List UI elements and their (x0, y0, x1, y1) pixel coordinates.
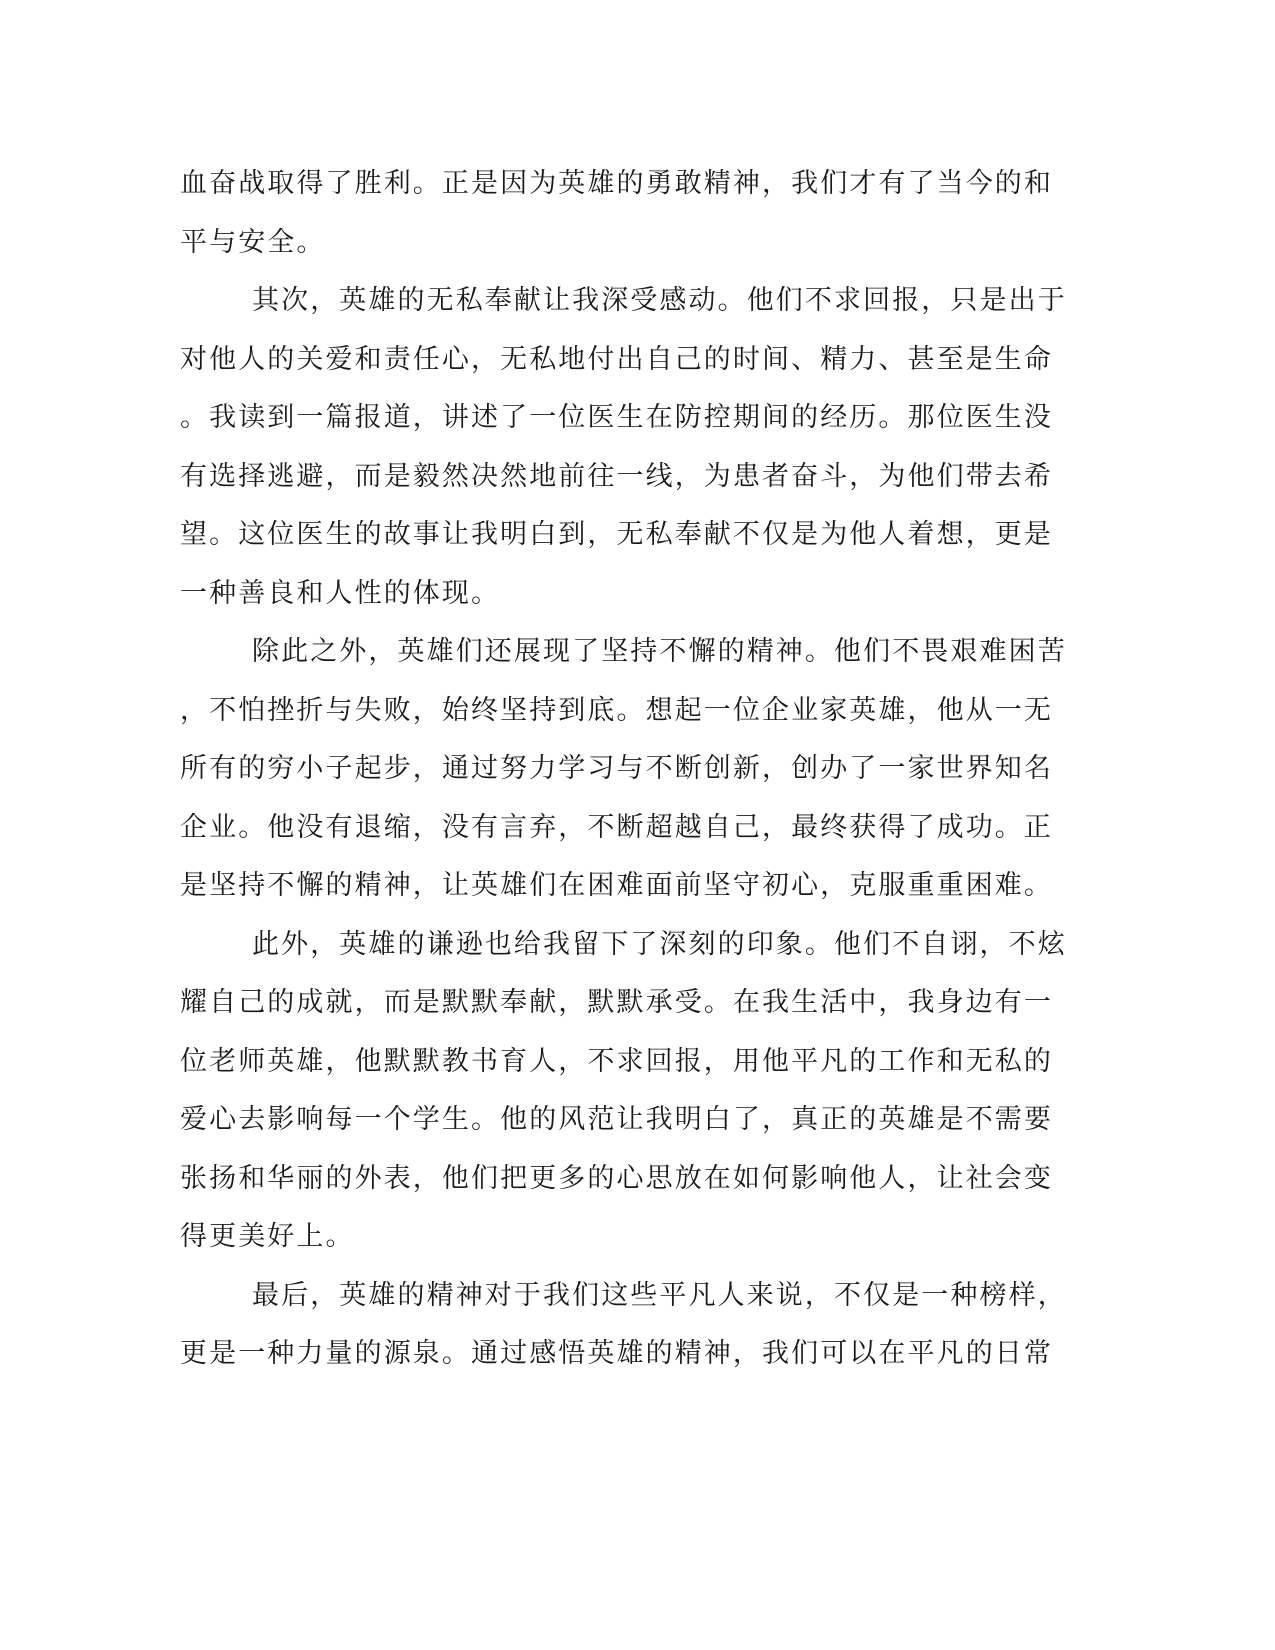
text-line: 一种善良和人性的体现。 (180, 577, 501, 609)
text-line: 更是一种力量的源泉。通过感悟英雄的精神，我们可以在平凡的日常 (180, 1338, 1053, 1369)
text-line: 平与安全。 (180, 226, 326, 258)
text-line: 位老师英雄，他默默教书育人，不求回报，用他平凡的工作和无私的 (180, 1045, 1053, 1077)
paragraph-start-line: 除此之外，英雄们还展现了坚持不懈的精神。他们不畏艰难困苦 (252, 636, 1067, 667)
text-line: 是坚持不懈的精神，让英雄们在困难面前坚守初心，克服重重困难。 (180, 870, 1053, 901)
text-line: 张扬和华丽的外表，他们把更多的心思放在如何影响他人，让社会变 (180, 1162, 1053, 1194)
text-line: 爱心去影响每一个学生。他的风范让我明白了，真正的英雄是不需要 (180, 1104, 1053, 1135)
text-line: ，不怕挫折与失败，始终坚持到底。想起一位企业家英雄，他从一无 (180, 694, 1053, 726)
text-line: 血奋战取得了胜利。正是因为英雄的勇敢精神，我们才有了当今的和 (180, 168, 1053, 199)
body-text (180, 155, 1067, 1384)
text-line: 望。这位医生的故事让我明白到，无私奉献不仅是为他人着想，更是 (180, 519, 1053, 550)
text-line: 有选择逃避，而是毅然决然地前往一线，为患者奋斗，为他们带去希 (180, 460, 1053, 492)
text-line: 企业。他没有退缩，没有言弃，不断超越自己，最终获得了成功。正 (180, 811, 1053, 843)
text-line: 得更美好上。 (180, 1221, 355, 1252)
paragraph-start-line: 此外，英雄的谦逊也给我留下了深刻的印象。他们不自诩，不炫 (252, 928, 1067, 960)
text-line: 。我读到一篇报道，讲述了一位医生在防控期间的经历。那位医生没 (180, 402, 1053, 433)
paragraph-start-line: 其次，英雄的无私奉献让我深受感动。他们不求回报，只是出于 (252, 285, 1067, 316)
paragraph-start-line: 最后，英雄的精神对于我们这些平凡人来说，不仅是一种榜样， (252, 1279, 1067, 1311)
text-line: 所有的穷小子起步，通过努力学习与不断创新，创办了一家世界知名 (180, 753, 1053, 784)
text-line: 对他人的关爱和责任心，无私地付出自己的时间、精力、甚至是生命 (180, 343, 1053, 375)
text-line: 耀自己的成就，而是默默奉献，默默承受。在我生活中，我身边有一 (180, 987, 1053, 1018)
